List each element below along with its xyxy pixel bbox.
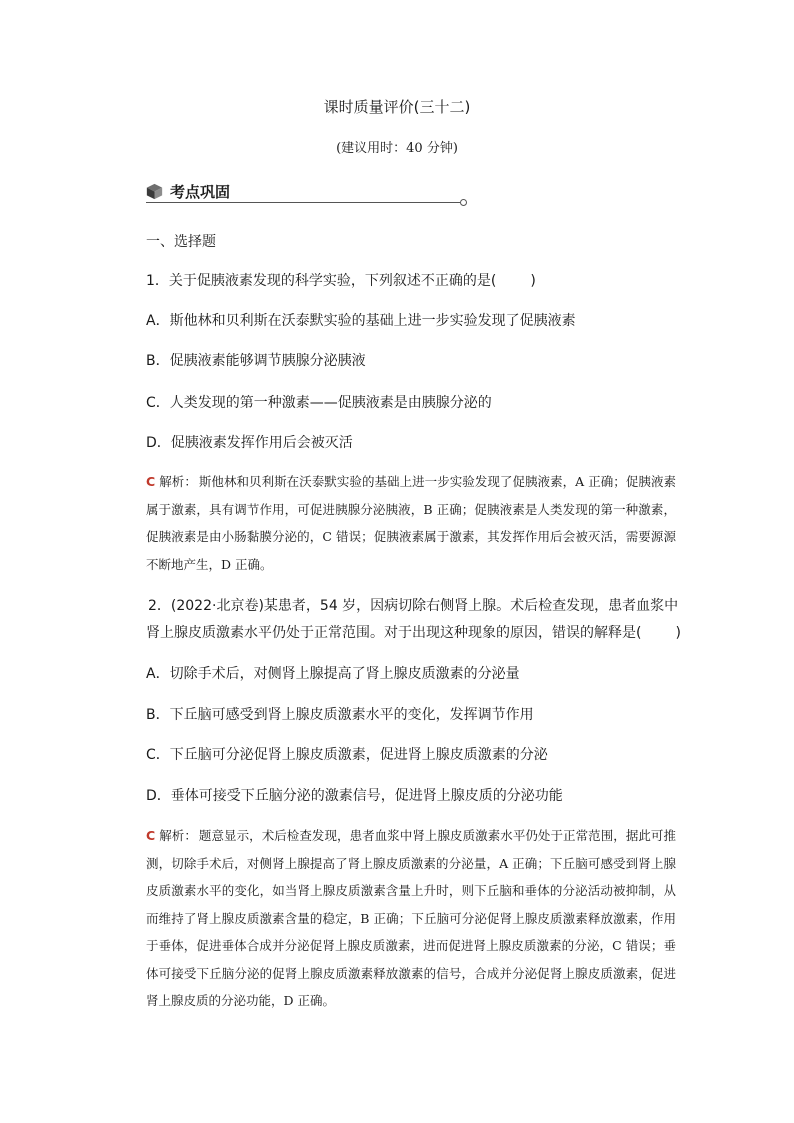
q1-option-c: C．人类发现的第一种激素——促胰液素是由胰腺分泌的 — [146, 395, 492, 411]
q2-stem: 2．(2022·北京卷)某患者，54 岁，因病切除右侧肾上腺。术后检查发现，患者血浆中肾上腺皮质激素水平仍处于正常范围。对于出现这种现象的原因，错误的解释是( ) — [146, 598, 681, 641]
q2-option-c: C．下丘脑可分泌促肾上腺皮质激素，促进肾上腺皮质激素的分泌 — [146, 747, 548, 763]
page-title: 课时质量评价(三十二) — [323, 98, 471, 116]
q2-answer: C — [146, 828, 156, 843]
cube-stack-icon — [146, 183, 163, 200]
suggested-time: (建议用时：40 分钟) — [336, 141, 458, 156]
q1-answer: C — [146, 474, 156, 489]
q1-option-b: B．促胰液素能够调节胰腺分泌胰液 — [146, 353, 366, 369]
part-heading: 一、选择题 — [146, 234, 216, 250]
section-label: 考点巩固 — [170, 183, 231, 201]
q2-option-b: B．下丘脑可感受到肾上腺皮质激素水平的变化，发挥调节作用 — [146, 707, 534, 723]
q1-explanation: C 解析： 斯他林和贝利斯在沃泰默实验的基础上进一步实验发现了促胰液素，A 正确；促胰液素属于激素，具有调节作用，可促进胰腺分泌胰液，B 正确；促胰液素是人类发现的第一种激素，促胰液素是由小肠黏膜分泌的，C 错误；促胰液素属于激素，其发挥作用后会被灭活，需要源源不断地产生，D 正确。 — [146, 474, 676, 572]
section-divider — [146, 202, 460, 203]
q1-option-d: D．促胰液素发挥作用后会被灭活 — [146, 435, 353, 451]
q1-option-a: A．斯他林和贝利斯在沃泰默实验的基础上进一步实验发现了促胰液素 — [146, 313, 576, 329]
q2-option-d: D．垂体可接受下丘脑分泌的激素信号，促进肾上腺皮质的分泌功能 — [146, 788, 563, 804]
q2-option-a: A．切除手术后，对侧肾上腺提高了肾上腺皮质激素的分泌量 — [146, 666, 520, 682]
q2-explanation: C 解析： 题意显示，术后检查发现，患者血浆中肾上腺皮质激素水平仍处于正常范围，据此可推测，切除手术后，对侧肾上腺提高了肾上腺皮质激素的分泌量，A 正确；下丘脑可感受到肾上腺皮质激素水平的变化，如当肾上腺皮质激素含量上升时，则下丘脑和垂体的分泌活动被抑制，从而维持了肾上腺皮质激素含量的稳定，B 正确；下丘脑可分泌促肾上腺皮质激素释放激素，作用于垂体，促进垂体合成并分泌促肾上腺皮质激素，进而促进肾上腺皮质激素的分泌，C 错误；垂体可接受下丘脑分泌的促肾上腺皮质激素释放激素的信号，合成并分泌促肾上腺皮质激素，促进肾上腺皮质的分泌功能，D 正确。 — [146, 828, 676, 1008]
section-header — [146, 180, 466, 206]
divider-end-dot — [460, 199, 467, 206]
q1-stem: 1．关于促胰液素发现的科学实验，下列叙述不正确的是( ) — [146, 273, 536, 289]
